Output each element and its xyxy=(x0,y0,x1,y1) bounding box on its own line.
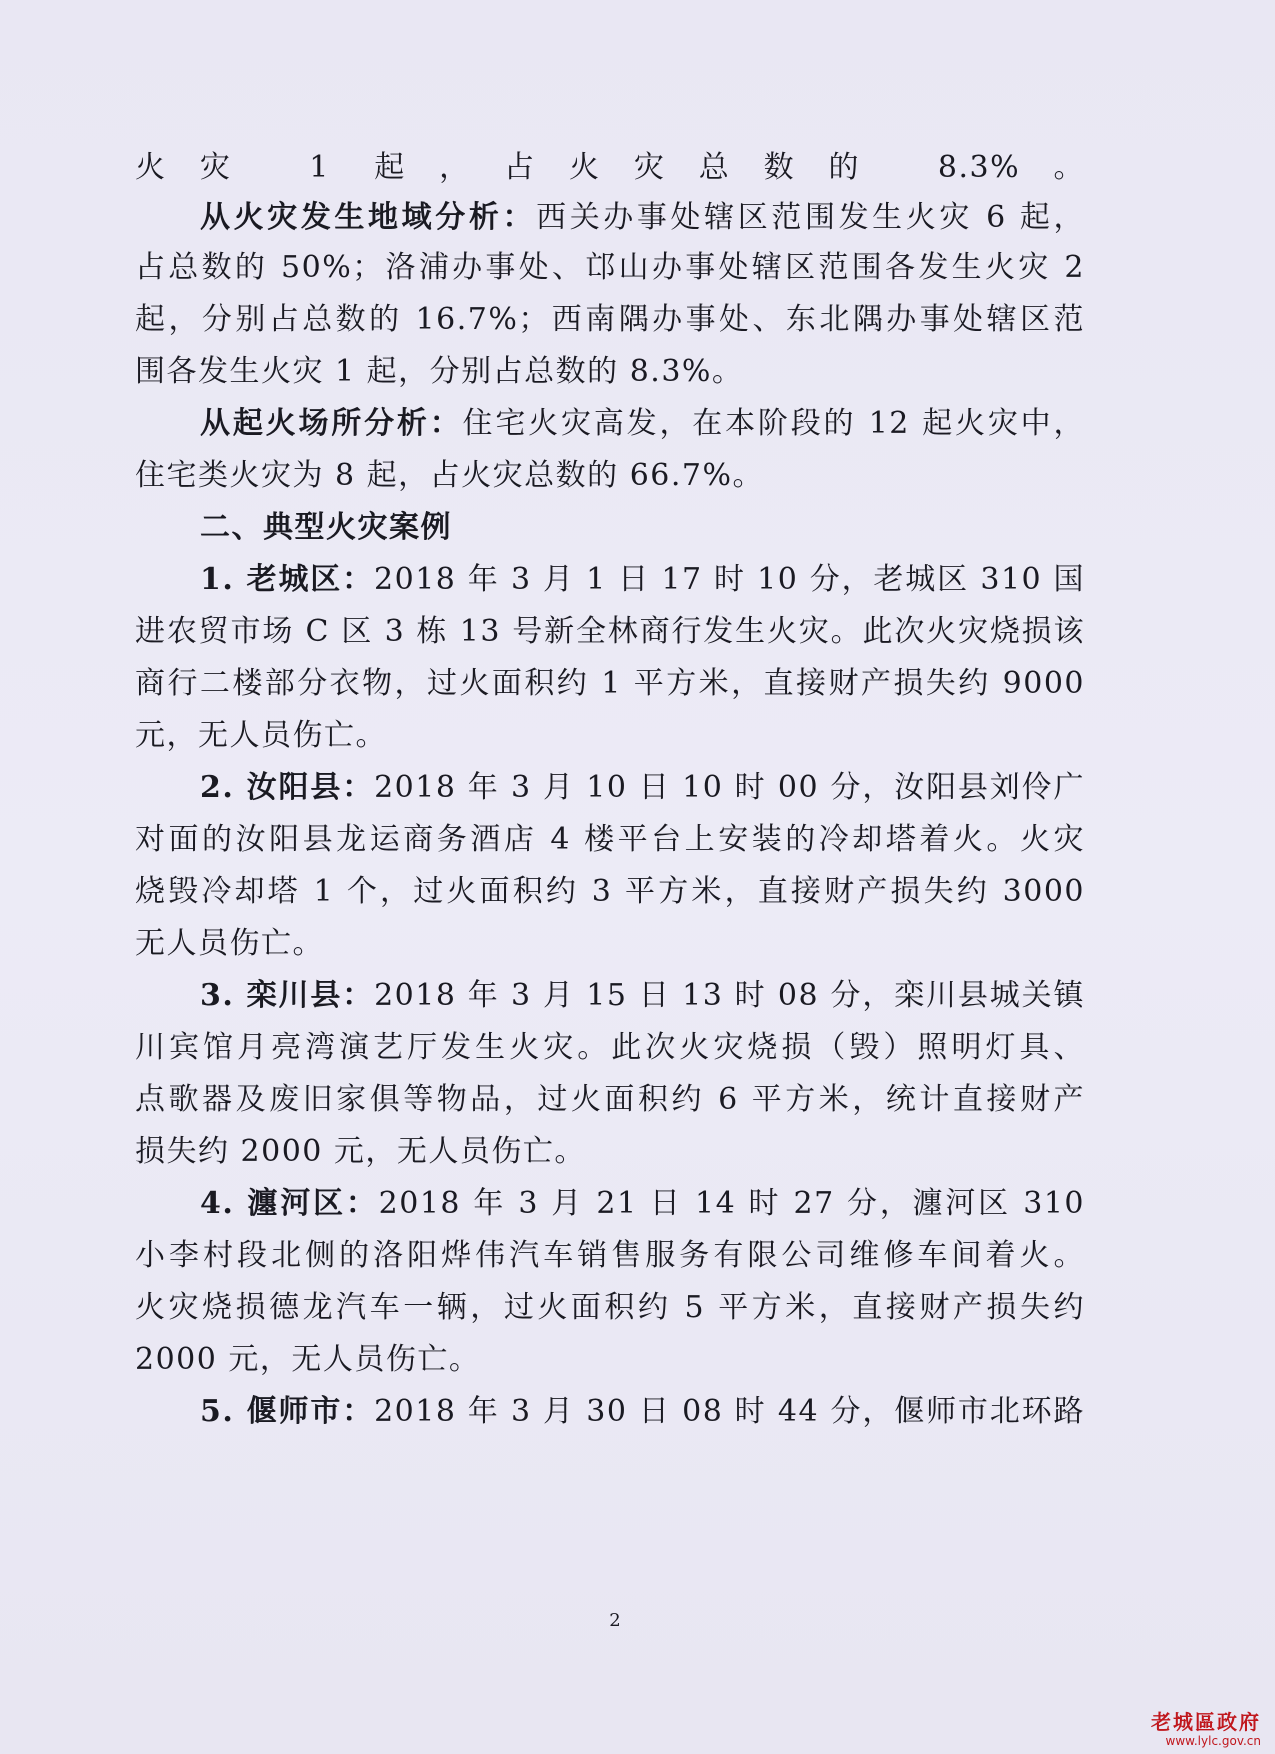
text-line-17: 3. 栾川县：2018 年 3 月 15 日 13 时 08 分，栾川县城关镇 xyxy=(200,978,1085,1013)
text-line-24: 2000 元，无人员伤亡。 xyxy=(135,1342,481,1377)
text-line-9: 1. 老城区：2018 年 3 月 1 日 17 时 10 分，老城区 310 国 xyxy=(200,562,1085,597)
text-line-15: 烧毁冷却塔 1 个，过火面积约 3 平方米，直接财产损失约 3000 xyxy=(135,874,1085,909)
text-line-6: 从起火场所分析：住宅火灾高发，在本阶段的 12 起火灾中， xyxy=(200,406,1085,441)
page-number: 2 xyxy=(609,1610,621,1631)
text-line-20: 损失约 2000 元，无人员伤亡。 xyxy=(135,1134,586,1169)
watermark xyxy=(1151,1710,1261,1748)
text-line-1: 火灾 1 起，占火灾总数的 8.3%。 xyxy=(135,150,1085,185)
text-line-19: 点歌器及废旧家俱等物品，过火面积约 6 平方米，统计直接财产 xyxy=(135,1082,1085,1117)
text-line-16: 无人员伤亡。 xyxy=(135,926,324,961)
case-heading: 1. 老城区： xyxy=(200,562,375,597)
text-line-7: 住宅类火灾为 8 起，占火灾总数的 66.7%。 xyxy=(135,458,764,493)
text-line-18: 川宾馆月亮湾演艺厅发生火灾。此次火灾烧损（毁）照明灯具、 xyxy=(135,1030,1085,1065)
text-line-11: 商行二楼部分衣物，过火面积约 1 平方米，直接财产损失约 9000 xyxy=(135,666,1085,701)
case-heading: 2. 汝阳县： xyxy=(200,770,375,805)
text-line-2: 从火灾发生地域分析：西关办事处辖区范围发生火灾 6 起， xyxy=(200,200,1085,235)
case-heading: 5. 偃师市： xyxy=(200,1394,375,1429)
paragraph-heading: 从起火场所分析： xyxy=(200,406,463,441)
paragraph-heading: 从火灾发生地域分析： xyxy=(200,200,537,235)
text-line-13: 2. 汝阳县：2018 年 3 月 10 日 10 时 00 分，汝阳县刘伶广 xyxy=(200,770,1085,805)
text-line-25: 5. 偃师市：2018 年 3 月 30 日 08 时 44 分，偃师市北环路 xyxy=(200,1394,1085,1429)
text-line-5: 围各发生火灾 1 起，分别占总数的 8.3%。 xyxy=(135,354,744,389)
case-heading: 4. 瀍河区： xyxy=(200,1186,379,1221)
text-line-23: 火灾烧损德龙汽车一辆，过火面积约 5 平方米，直接财产损失约 xyxy=(135,1290,1085,1325)
text-line-3: 占总数的 50%；洛浦办事处、邙山办事处辖区范围各发生火灾 2 xyxy=(135,250,1085,285)
watermark-url: www.lylc.gov.cn xyxy=(1165,1734,1261,1748)
text-line-22: 小李村段北侧的洛阳烨伟汽车销售服务有限公司维修车间着火。 xyxy=(135,1238,1085,1273)
watermark-title: 老城區政府 xyxy=(1151,1710,1261,1734)
text-line-10: 进农贸市场 C 区 3 栋 13 号新全林商行发生火灾。此次火灾烧损该 xyxy=(135,614,1085,649)
case-heading: 3. 栾川县： xyxy=(200,978,375,1013)
section-heading: 二、典型火灾案例 xyxy=(200,510,452,545)
text-line-4: 起，分别占总数的 16.7%；西南隅办事处、东北隅办事处辖区范 xyxy=(135,302,1085,337)
text-line-14: 对面的汝阳县龙运商务酒店 4 楼平台上安装的冷却塔着火。火灾 xyxy=(135,822,1085,857)
text-line-12: 元，无人员伤亡。 xyxy=(135,718,387,753)
text-line-21: 4. 瀍河区：2018 年 3 月 21 日 14 时 27 分，瀍河区 310 xyxy=(200,1186,1085,1221)
